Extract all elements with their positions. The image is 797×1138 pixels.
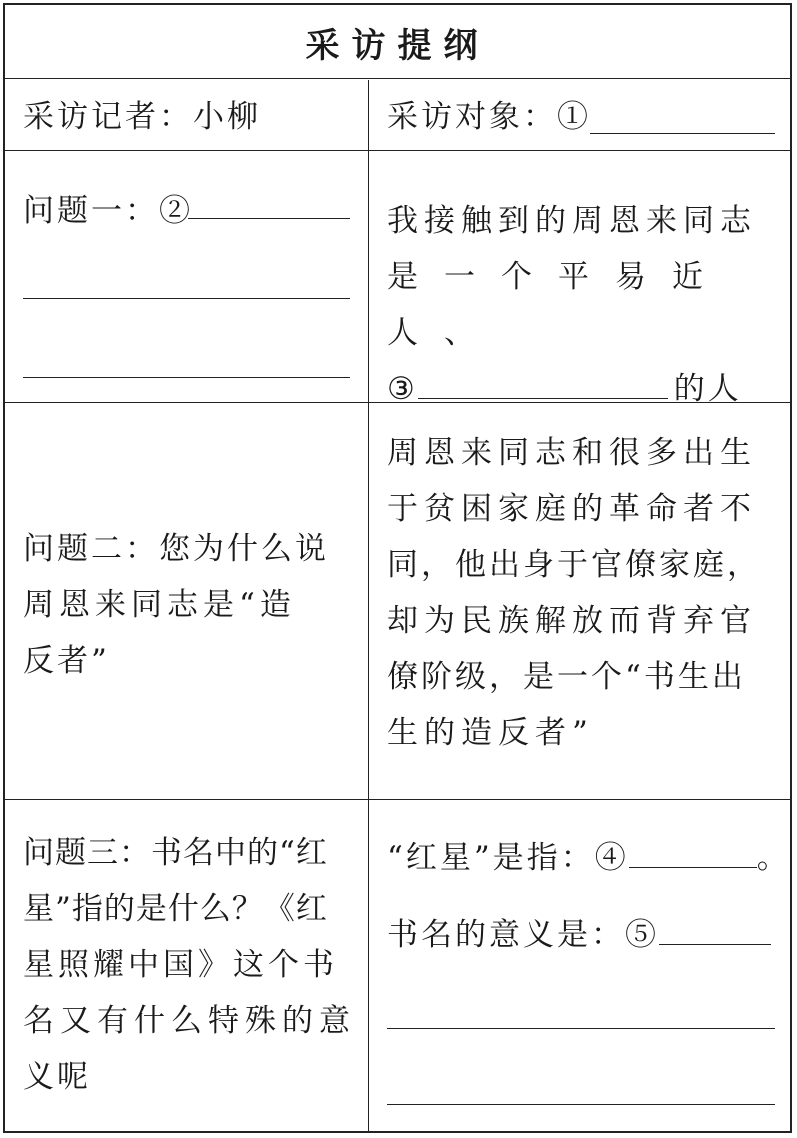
blank-3[interactable] bbox=[418, 366, 668, 399]
blank-2-line-2[interactable] bbox=[23, 298, 350, 299]
blank-3-suffix: 的人 bbox=[673, 371, 742, 407]
answer-2-line-1: 周恩来同志和很多出生 bbox=[387, 435, 757, 471]
divider bbox=[5, 78, 790, 79]
question-2-text bbox=[23, 521, 363, 689]
reporter-label: 采访记者：小柳 bbox=[23, 99, 261, 135]
answer-1-line-3 bbox=[387, 361, 782, 417]
answer-2-line-6: 生的造反者” bbox=[387, 715, 594, 751]
divider bbox=[5, 150, 790, 151]
answer-2-text bbox=[387, 425, 787, 761]
interview-outline-table bbox=[3, 3, 792, 1133]
question-1-label: 问题一：② bbox=[23, 193, 193, 229]
divider bbox=[5, 799, 790, 800]
answer-3-suffix: 。 bbox=[756, 840, 791, 876]
answer-4-prefix: 书名的意义是：⑤ bbox=[387, 917, 659, 953]
answer-3-prefix: “红星”是指：④ bbox=[387, 840, 629, 876]
blank-5-line-3[interactable] bbox=[387, 1104, 775, 1105]
column-divider bbox=[368, 80, 369, 1131]
question-3-text bbox=[23, 825, 363, 1105]
answer-4-line-1 bbox=[387, 907, 787, 963]
blank-2-line-1[interactable] bbox=[188, 218, 350, 219]
blank-5-line-2[interactable] bbox=[387, 1028, 775, 1029]
question-2-line-3: 反者” bbox=[23, 643, 110, 679]
question-3-line-4: 名又有什么特殊的意 bbox=[23, 1003, 356, 1039]
question-2-line-2: 周恩来同志是“造 bbox=[23, 587, 296, 623]
table-title: 采访提纲 bbox=[305, 26, 490, 66]
answer-2-line-4: 却为民族解放而背弃官 bbox=[387, 603, 757, 639]
answer-1-line-1: 我接触到的周恩来同志 bbox=[387, 203, 757, 239]
blank-5[interactable] bbox=[659, 912, 771, 945]
question-3-line-1: 问题三：书名中的“红 bbox=[23, 835, 328, 871]
answer-1-line-2: 是一个平易近人、 bbox=[387, 259, 729, 351]
blank-4[interactable] bbox=[629, 835, 757, 868]
answer-3-line-1 bbox=[387, 830, 791, 886]
blank-1[interactable] bbox=[590, 133, 775, 134]
divider bbox=[5, 402, 790, 403]
blank-2-line-3[interactable] bbox=[23, 377, 350, 378]
answer-2-line-2: 于贫困家庭的革命者不 bbox=[387, 491, 757, 527]
question-3-line-5: 义呢 bbox=[23, 1059, 91, 1095]
answer-2-line-5: 僚阶级，是一个“书生出 bbox=[387, 659, 746, 695]
answer-2-line-3: 同，他出身于官僚家庭， bbox=[387, 547, 761, 583]
question-3-line-3: 星照耀中国》这个书 bbox=[23, 947, 338, 983]
question-3-line-2: 星”指的是什么？《红 bbox=[23, 891, 328, 927]
blank-3-marker: ③ bbox=[387, 371, 418, 407]
question-2-line-1: 问题二：您为什么说 bbox=[23, 531, 329, 567]
answer-1-text bbox=[387, 193, 782, 417]
interviewee-label: 采访对象：① bbox=[387, 99, 591, 135]
